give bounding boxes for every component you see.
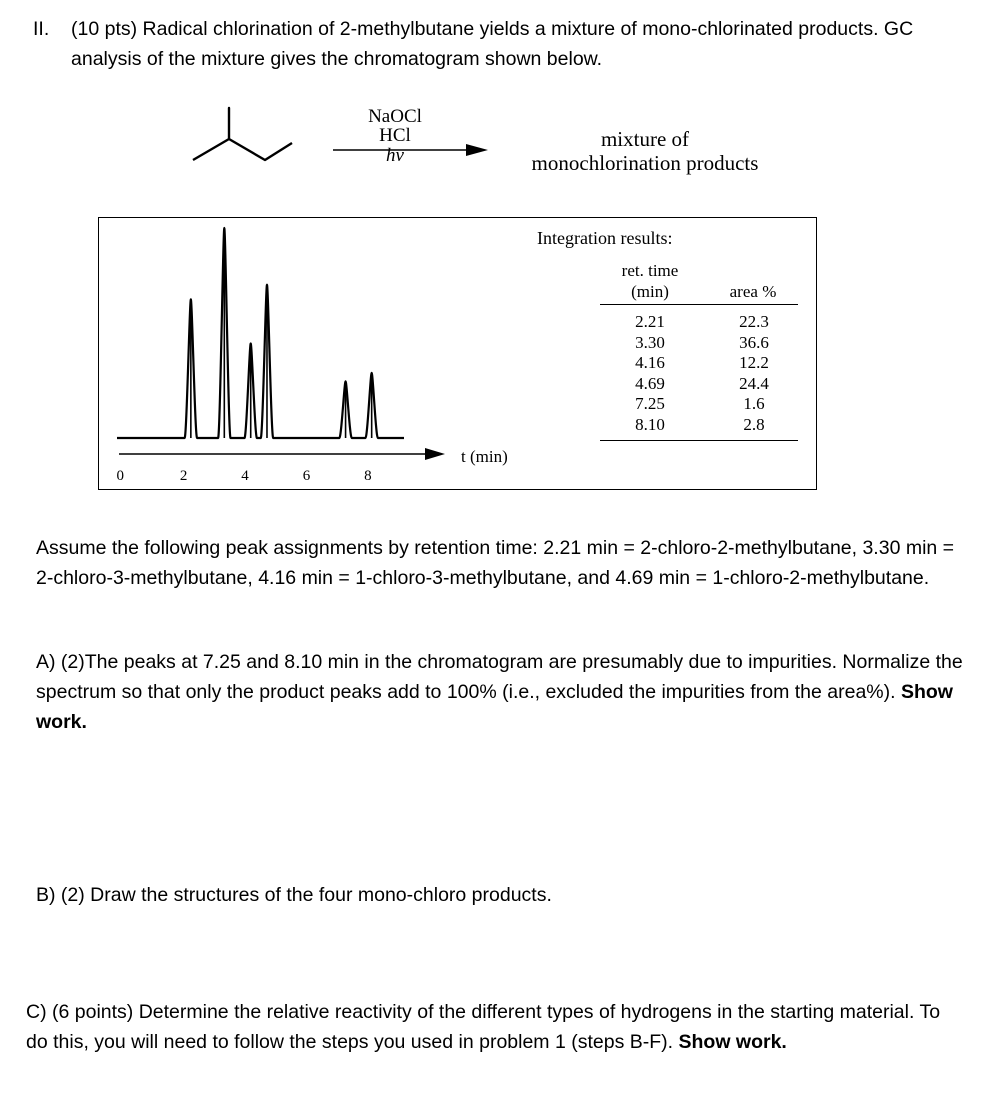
col-header-ret-time: ret. time: [621, 261, 679, 280]
part-b: B) (2) Draw the structures of the four mono-chloro products.: [36, 884, 552, 906]
table-row: [600, 394, 798, 415]
area-cell: 1.6: [743, 394, 765, 413]
x-tick-label: 2: [179, 468, 188, 484]
time-axis-arrowhead: [425, 448, 445, 460]
table-rule-bottom: [600, 440, 798, 441]
reaction-arrowhead: [466, 144, 488, 156]
reagent-hcl: HCl: [379, 125, 411, 146]
x-tick-label: 4: [241, 468, 249, 484]
table-row: [600, 312, 798, 333]
area-cell: 22.3: [739, 312, 769, 331]
question-number: II.: [33, 18, 50, 40]
reagent-hv: hv: [386, 145, 404, 166]
part-a-text: A) (2)The peaks at 7.25 and 8.10 min in the chromatogram are presumably due to impurities. Normalize the spectrum so that only the product peaks add to 100% (i.e., excluded the impurities from the area%).: [36, 651, 963, 703]
area-cell: 36.6: [739, 332, 769, 352]
table-rule-top: [600, 304, 798, 305]
integration-title: Integration results:: [537, 228, 673, 248]
x-axis-label: t (min): [461, 447, 508, 466]
product-label-line1: mixture of: [600, 127, 690, 151]
ret-time-cell: 2.21: [635, 312, 665, 331]
signal-trace: [117, 228, 404, 438]
ret-time-cell: 3.30: [635, 332, 665, 352]
x-tick-label: 8: [364, 468, 372, 484]
col-header-area: area %: [729, 282, 777, 301]
area-cell: 12.2: [739, 353, 769, 372]
reagent-naocl: NaOCl: [368, 106, 422, 127]
table-row: [600, 415, 798, 436]
area-cell: 24.4: [739, 373, 769, 393]
part-c: [26, 997, 961, 1057]
ret-time-cell: 4.69: [635, 373, 665, 393]
table-row: [600, 333, 798, 354]
part-c-show-work: Show work.: [678, 1031, 787, 1053]
ret-time-cell: 7.25: [635, 394, 665, 413]
product-label-line2: monochlorination products: [531, 151, 759, 175]
assumption-text: Assume the following peak assignments by retention time: 2.21 min = 2-chloro-2-methylbutane, 3.30 min = 2-chloro-3-methylbutane, 4.16 min = 1-chloro-3-methylbutane, and 4.69 min = 1-chloro-2-methylbutane.: [36, 537, 955, 589]
x-tick-label: 0: [116, 468, 124, 484]
question-text: (10 pts) Radical chlorination of 2-methylbutane yields a mixture of mono-chlorinated products. GC analysis of the mixture gives the chromatogram shown below.: [71, 18, 914, 70]
part-c-text: C) (6 points) Determine the relative reactivity of the different types of hydrogens in the starting material. To do this, you will need to follow the steps you used in problem 1 (steps B-F).: [26, 1001, 941, 1053]
2-methylbutane-structure: [193, 108, 292, 160]
table-row: [600, 353, 798, 374]
ret-time-cell: 8.10: [635, 414, 665, 434]
table-row: [600, 374, 798, 395]
part-a: [36, 647, 966, 737]
x-tick-label: 6: [302, 468, 311, 484]
part-a-show-work: Show work.: [36, 681, 953, 733]
integration-table-body: [600, 312, 798, 435]
area-cell: 2.8: [743, 414, 765, 434]
ret-time-cell: 4.16: [635, 353, 665, 372]
col-header-ret-time-unit: (min): [631, 282, 669, 301]
